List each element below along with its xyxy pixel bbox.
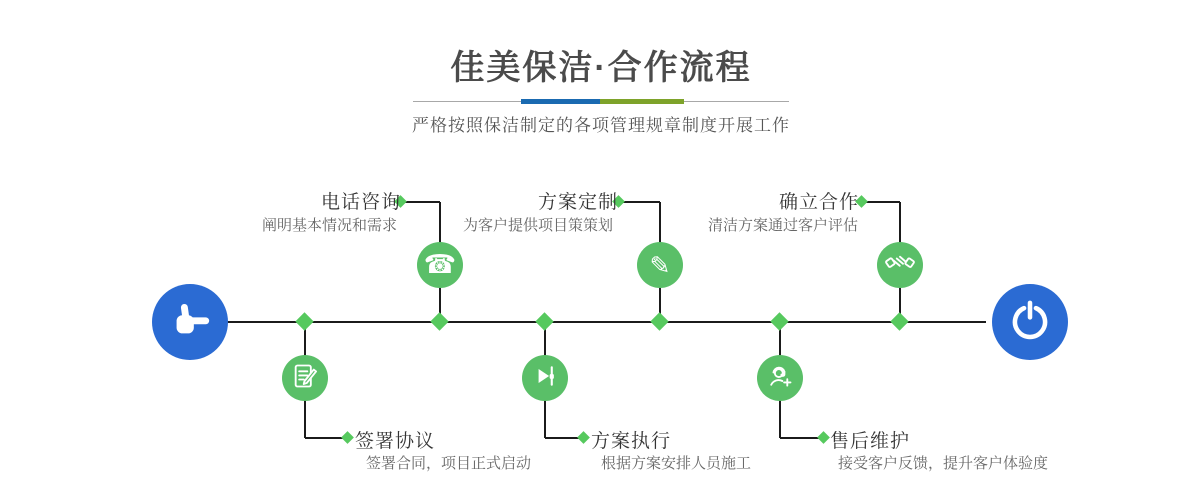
label-diamond [577,431,590,444]
step-title: 签署协议 [355,431,436,452]
node-diamond [430,312,448,330]
step-node-phone [417,242,463,288]
step-node-design [637,242,683,288]
step-desc: 为客户提供项目策策划 [463,217,614,234]
step-desc: 阐明基本情况和需求 [262,217,398,234]
step-title: 方案执行 [591,431,672,452]
label-diamond [817,431,830,444]
step-desc: 签署合同，项目正式启动 [366,455,532,472]
step-title: 电话咨询 [321,192,402,213]
step-node-aftersale [757,355,803,401]
pencil-ruler-icon: ✎ [649,250,671,280]
document-sign-icon [291,362,319,395]
power-icon [1009,299,1051,346]
play-slider-icon [531,362,559,395]
step-desc: 清洁方案通过客户评估 [708,217,859,234]
handshake-icon [885,248,915,283]
timeline-line [226,321,986,323]
title-divider [413,99,789,104]
node-diamond [770,312,788,330]
node-diamond [650,312,668,330]
phone-icon: ☎ [423,250,457,280]
timeline-end-node [992,284,1068,360]
divider-blue-segment [521,99,600,104]
step-desc: 根据方案安排人员施工 [601,455,752,472]
divider-green-segment [600,99,684,104]
node-diamond [295,312,313,330]
step-title: 方案定制 [538,192,619,213]
hand-pointer-icon [167,297,213,348]
headset-plus-icon [766,362,794,395]
node-diamond [890,312,908,330]
step-node-cooperation [877,242,923,288]
step-node-execute [522,355,568,401]
step-title: 售后维护 [830,431,911,452]
page-subtitle: 严格按照保洁制定的各项管理规章制度开展工作 [412,116,790,135]
page-title: 佳美保洁·合作流程 [450,49,752,87]
timeline-start-node [152,284,228,360]
node-diamond [535,312,553,330]
label-diamond [341,431,354,444]
step-node-sign [282,355,328,401]
step-title: 确立合作 [779,192,860,213]
step-desc: 接受客户反馈，提升客户体验度 [838,455,1049,472]
